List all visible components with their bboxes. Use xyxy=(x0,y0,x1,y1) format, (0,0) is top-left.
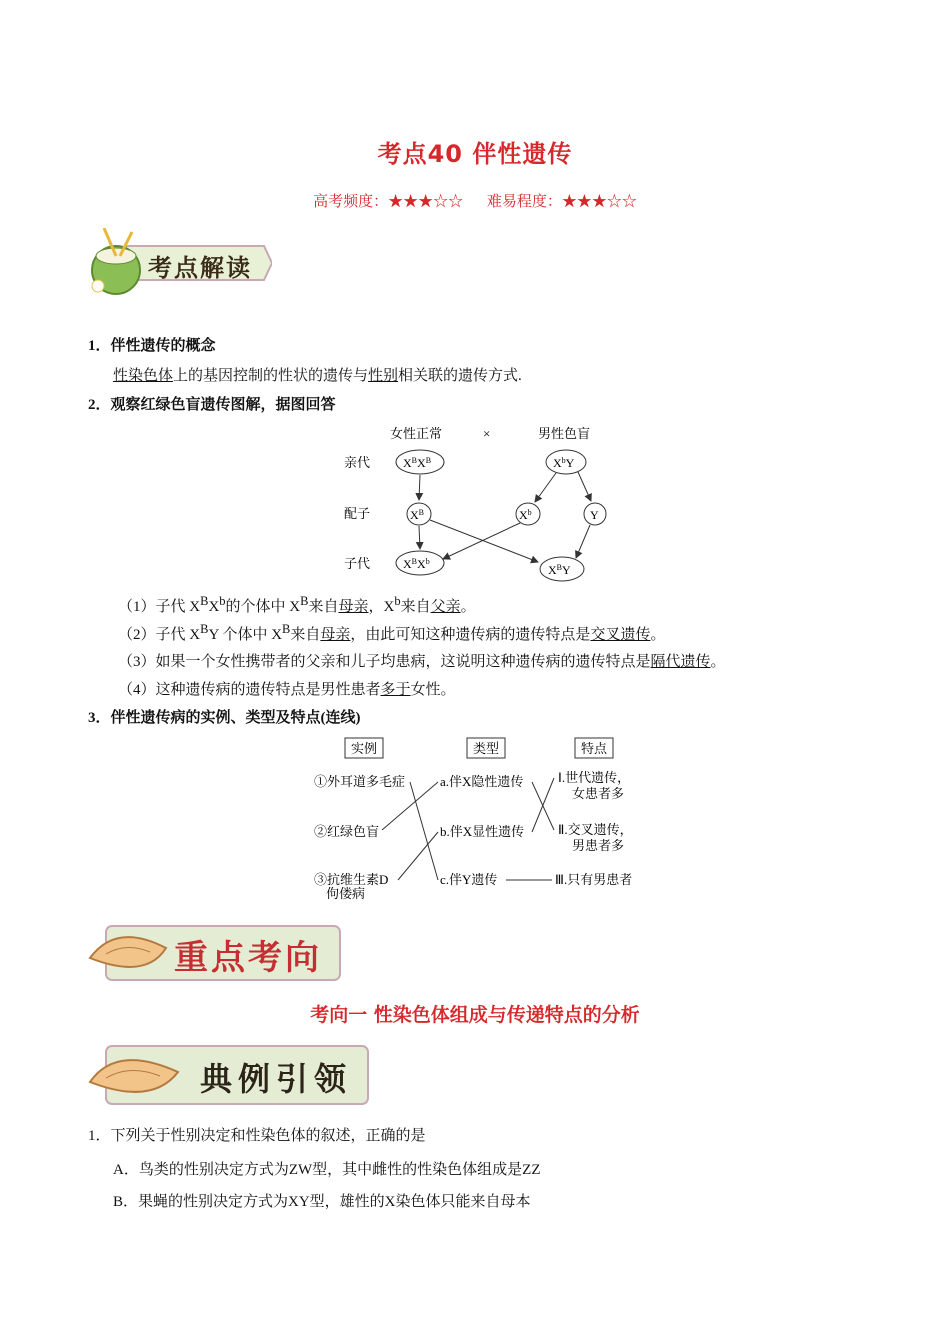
difficulty-rating: 难易程度：★★★☆☆ xyxy=(486,194,637,210)
label-male: 男性色盲 xyxy=(538,426,591,441)
banner-zhongdian-text: 重点考向 xyxy=(174,938,322,978)
arrow xyxy=(443,523,520,559)
arrow xyxy=(430,520,538,562)
type-item: c.伴Y遗传 xyxy=(440,872,498,887)
text-span: 相关联的遗传方式. xyxy=(398,368,522,384)
answer-underline: 交叉遗传 xyxy=(590,627,651,643)
col-header-features: 特点 xyxy=(581,741,608,756)
answer-underline: 性染色体 xyxy=(113,368,174,384)
text-span: 。 xyxy=(710,654,726,670)
option-a: A．鸟类的性别决定方式为ZW型，其中雌性的性染色体组成是ZZ xyxy=(113,1162,541,1178)
text-span: Y 个体中 X xyxy=(208,627,283,643)
feature-item: Ⅰ.世代遗传， xyxy=(558,770,631,785)
example-item: 佝偻病 xyxy=(326,886,366,901)
section2-heading: 2．观察红绿色盲遗传图解，据图回答 xyxy=(88,397,336,413)
genotype: $X^B$ xyxy=(410,507,425,522)
text-span: 。 xyxy=(460,599,476,615)
banner-kaodian xyxy=(86,228,272,298)
label-child: 子代 xyxy=(344,556,371,571)
arrow xyxy=(535,473,556,502)
text-span: （3）如果一个女性携带者的父亲和儿子均患病，这说明这种遗传病的遗传特点是 xyxy=(118,654,651,670)
question-2-3 xyxy=(118,650,726,671)
arrow xyxy=(419,475,420,500)
text-span: 的个体中 X xyxy=(225,599,301,615)
text-span: （2）子代 X xyxy=(118,627,201,643)
label-gamete: 配子 xyxy=(344,506,371,521)
section3-heading: 3．伴性遗传病的实例、类型及特点(连线) xyxy=(88,710,361,726)
answer-underline: 性别 xyxy=(368,368,399,384)
arrow xyxy=(578,472,591,501)
question-2-4 xyxy=(118,678,456,699)
banner-dianli xyxy=(86,1040,376,1110)
answer-underline: 父亲 xyxy=(430,599,461,615)
answer-underline: 母亲 xyxy=(320,627,351,643)
feature-item: Ⅱ.交叉遗传， xyxy=(558,822,633,837)
banner-kaodian-text: 考点解读 xyxy=(148,253,252,282)
example-item: ①外耳道多毛症 xyxy=(314,774,406,789)
arrow xyxy=(576,525,590,558)
match-line xyxy=(410,782,438,880)
arrow xyxy=(419,526,420,549)
match-line xyxy=(382,782,438,830)
banner-zhongdian xyxy=(86,918,348,986)
genotype: Y xyxy=(590,508,599,522)
genotype: $X^BX^B$ xyxy=(403,455,432,470)
genotype: $X^b$ xyxy=(519,507,532,522)
section1-heading: 1．伴性遗传的概念 xyxy=(88,338,216,354)
type-item: a.伴X隐性遗传 xyxy=(440,774,524,789)
text-span: 来自 xyxy=(308,599,339,615)
text-span: X xyxy=(208,599,220,615)
feature-item: 女患者多 xyxy=(572,786,625,801)
text-span: ，X xyxy=(368,599,395,615)
question-2-1: （1）子代 $X^BX^b$的个体中 $X^B$来自母亲，$X^b$来自父亲。 xyxy=(118,594,476,615)
col-header-types: 类型 xyxy=(473,741,500,756)
feature-item: 男患者多 xyxy=(572,838,625,853)
col-header-examples: 实例 xyxy=(351,741,378,756)
option-b: B．果蝇的性别决定方式为XY型，雄性的X染色体只能来自母本 xyxy=(113,1194,531,1210)
answer-underline: 母亲 xyxy=(338,599,369,615)
feature-item: Ⅲ.只有男患者 xyxy=(555,872,633,887)
text-span: （4）这种遗传病的遗传特点是男性患者 xyxy=(118,682,381,698)
color-blind-inheritance-diagram xyxy=(330,420,630,590)
question-stem: 1．下列关于性别决定和性染色体的叙述，正确的是 xyxy=(88,1128,426,1144)
text-span: 来自 xyxy=(290,627,321,643)
answer-underline: 多于 xyxy=(380,682,411,698)
example-item: ②红绿色盲 xyxy=(314,824,380,839)
match-line xyxy=(398,832,438,880)
text-span: （1）子代 X xyxy=(118,599,201,615)
rating-line xyxy=(0,190,950,211)
example-item: ③抗维生素D xyxy=(314,872,389,887)
matching-diagram xyxy=(310,732,650,902)
text-span: 上的基因控制的性状的遗传与 xyxy=(173,368,369,384)
label-cross: × xyxy=(483,426,491,441)
text-span: 女性。 xyxy=(410,682,456,698)
page-title: 考点40 伴性遗传 xyxy=(377,140,573,168)
answer-underline: 隔代遗传 xyxy=(650,654,711,670)
question-2-2: （2）子代 $X^BY$ 个体中 $X^B$来自母亲，由此可知这种遗传病的遗传特点是交叉遗传。 xyxy=(118,622,666,643)
section1-text xyxy=(113,364,522,385)
banner-dianli-text: 典例引领 xyxy=(200,1060,353,1098)
genotype: $X^BY$ xyxy=(548,562,571,577)
text-span: 。 xyxy=(650,627,666,643)
label-parent: 亲代 xyxy=(344,455,371,470)
genotype: $X^BX^b$ xyxy=(403,556,430,571)
label-female: 女性正常 xyxy=(390,426,443,441)
text-span: ，由此可知这种遗传病的遗传特点是 xyxy=(350,627,591,643)
genotype: $X^bY$ xyxy=(553,455,575,470)
frequency-rating: 高考频度：★★★☆☆ xyxy=(313,194,464,210)
text-span: 来自 xyxy=(400,599,431,615)
section-title: 考向一 性染色体组成与传递特点的分析 xyxy=(310,1004,640,1026)
type-item: b.伴X显性遗传 xyxy=(440,824,525,839)
